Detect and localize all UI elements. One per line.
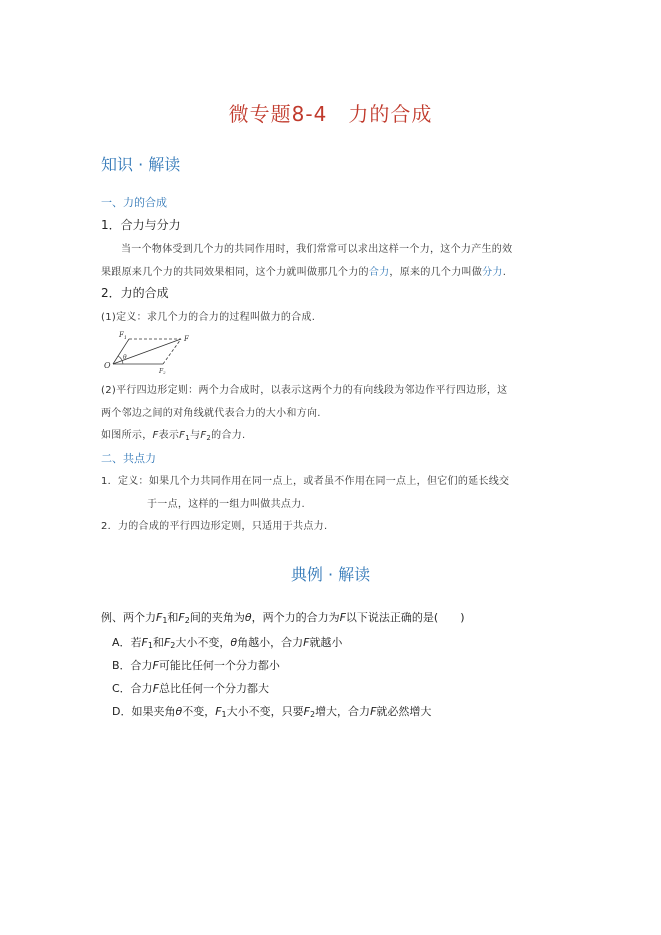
parallelogram-diagram: [101, 326, 201, 374]
definition-line: (1)定义：求几个力的合力的过程叫做力的合成.: [101, 312, 316, 323]
option-a: A．若F1和F2大小不变，θ角越小，合力F就越小: [112, 636, 343, 650]
concurrent-definition-line-1: 1．定义：如果几个力共同作用在同一点上，或者虽不作用在同一点上，但它们的延长线交: [101, 476, 510, 487]
option-b: B．合力F可能比任何一个分力都小: [112, 659, 280, 672]
option-c: C．合力F总比任何一个分力都大: [112, 682, 270, 695]
parallelogram-rule-line-2: 两个邻边之间的对角线就代表合力的大小和方向.: [101, 408, 321, 419]
label-f: F: [184, 335, 189, 343]
example-heading: 典例 · 解读: [290, 565, 371, 584]
label-f1: $F_1$: [119, 331, 128, 341]
dashed-side-right: [163, 339, 181, 364]
concurrent-definition-line-2: 于一点，这样的一组力叫做共点力.: [147, 499, 305, 510]
label-f2: F2: [159, 368, 166, 374]
option-d: D．如果夹角θ不变，F1大小不变，只要F2增大，合力F就必然增大: [112, 705, 432, 719]
label-o: O: [104, 361, 111, 370]
section-force-composition-heading: 一、力的合成: [101, 196, 167, 209]
parallelogram-rule-line-1: (2)平行四边形定则：两个力合成时，以表示这两个力的有向线段为邻边作平行四边形，这: [101, 385, 508, 396]
knowledge-heading: 知识 · 解读: [101, 155, 181, 174]
paragraph-line-2: 果跟原来几个力的共同效果相同，这个力就叫做那几个力的合力，原来的几个力叫做分力.: [101, 267, 507, 278]
page-title: 微专题8-4 力的合成: [228, 102, 433, 126]
keyword-component: 分力: [482, 267, 503, 278]
section-concurrent-forces-heading: 二、共点力: [101, 452, 156, 465]
figure-caption: 如图所示，F表示$F_1$与$F_2$的合力.: [101, 430, 246, 442]
label-theta: θ: [123, 354, 127, 361]
example-question: 例、两个力F1和F2间的夹角为θ，两个力的合力为F以下说法正确的是( ): [101, 611, 465, 625]
item-force-composition: 2．力的合成: [101, 286, 169, 300]
item-resultant-and-component: 1．合力与分力: [101, 218, 181, 232]
keyword-resultant: 合力: [368, 267, 390, 278]
concurrent-rule-line: 2．力的合成的平行四边形定则，只适用于共点力.: [101, 521, 328, 532]
paragraph-line-1: 当一个物体受到几个力的共同作用时，我们常常可以求出这样一个力，这个力产生的效: [121, 244, 513, 255]
